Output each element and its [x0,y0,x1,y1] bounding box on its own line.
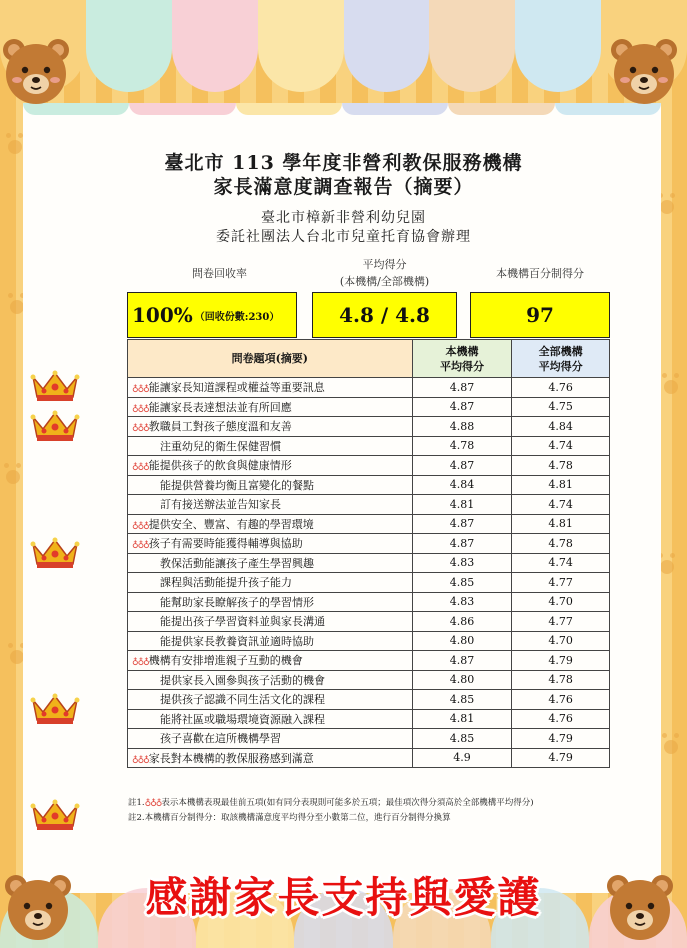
col-header-all [512,340,610,378]
question-text: 家長對本機構的教保服務感到滿意 [148,751,314,765]
self-score-cell: 4.78 [412,436,512,456]
percent-score-value: 97 [470,292,610,338]
self-score-cell: 4.87 [412,397,512,417]
question-cell [128,573,413,593]
survey-table [127,339,610,768]
note-1-prefix: 註1. [128,798,145,808]
self-score-cell: 4.85 [412,573,512,593]
question-text: 能提供家長教養資訊並適時協助 [160,634,314,648]
crown-icon [30,798,80,832]
table-row [128,651,610,671]
col-header-item: 問卷題項(摘要) [128,340,413,378]
table-row [128,436,610,456]
col-header-all-line2: 平均得分 [538,359,583,373]
table-row [128,514,610,534]
note-2: 註2.本機構百分制得分：取該機構滿意度平均得分至小數第二位，進行百分制得分換算 [128,813,451,823]
question-cell [128,456,413,476]
question-cell [128,436,413,456]
all-score-cell: 4.76 [512,378,610,398]
self-score-cell: 4.84 [412,475,512,495]
all-score-cell: 4.74 [512,436,610,456]
table-row [128,456,610,476]
paw-icon [660,560,674,574]
all-score-cell: 4.81 [512,475,610,495]
table-row [128,475,610,495]
self-score-cell: 4.85 [412,690,512,710]
col-header-self-line1: 本機構 [445,344,479,358]
top-five-marker: ♁♁♁ [132,384,149,395]
table-row [128,612,610,632]
question-text: 能提出孩子學習資料並與家長溝通 [160,615,325,629]
self-score-cell: 4.81 [412,495,512,515]
question-text: 訂有接送辦法並告知家長 [160,498,281,512]
question-cell [128,475,413,495]
question-text: 能幫助家長瞭解孩子的學習情形 [160,595,314,609]
thanks-banner: 感謝家長支持與愛護 [145,873,542,922]
response-count: （回收份數:230） [194,311,280,323]
response-rate-value: 100% [132,303,193,327]
question-cell [128,612,413,632]
table-row [128,378,610,398]
self-score-cell: 4.83 [412,553,512,573]
top-scallop-border [0,0,687,108]
question-cell [128,534,413,554]
col-header-all-line1: 全部機構 [538,344,583,358]
question-cell [128,495,413,515]
question-cell [128,690,413,710]
all-score-cell: 4.77 [512,612,610,632]
paw-icon [664,740,678,754]
table-row [128,573,610,593]
paw-icon [6,470,20,484]
top-five-marker: ♁♁♁ [144,798,162,808]
table-row [128,709,610,729]
note-1-text: 表示本機構表現最佳前五項(如有同分表現則可能多於五項；最佳項次得分須高於全部機構平均得分) [161,798,534,808]
question-cell [128,378,413,398]
all-score-cell: 4.76 [512,709,610,729]
question-cell [128,748,413,768]
all-score-cell: 4.78 [512,534,610,554]
bear-icon [0,36,72,108]
self-score-cell: 4.87 [412,456,512,476]
table-row [128,553,610,573]
table-row [128,690,610,710]
self-score-cell: 4.86 [412,612,512,632]
question-text: 課程與活動能提升孩子能力 [160,576,292,590]
question-cell [128,709,413,729]
response-rate-box [127,292,297,338]
table-row [128,592,610,612]
question-text: 提供安全、豐富、有趣的學習環境 [148,517,314,531]
all-score-cell: 4.75 [512,397,610,417]
response-rate-label: 問卷回收率 [192,267,247,280]
all-score-cell: 4.79 [512,729,610,749]
kindergarten-name: 臺北市樟新非營利幼兒園 [261,210,426,226]
all-score-cell: 4.70 [512,592,610,612]
question-text: 提供孩子認識不同生活文化的課程 [160,693,325,707]
all-score-cell: 4.84 [512,417,610,437]
all-score-cell: 4.70 [512,631,610,651]
self-score-cell: 4.88 [412,417,512,437]
col-header-self [412,340,512,378]
paw-icon [10,300,24,314]
average-score-value: 4.8 / 4.8 [312,292,457,338]
table-row [128,748,610,768]
table-row [128,495,610,515]
self-score-cell: 4.9 [412,748,512,768]
question-text: 提供家長入園參與孩子活動的機會 [160,673,325,687]
table-row [128,729,610,749]
average-score-label [312,256,457,290]
survey-table-body [128,378,610,768]
question-cell [128,417,413,437]
table-row [128,670,610,690]
self-score-cell: 4.87 [412,651,512,671]
crown-icon [30,369,80,403]
all-score-cell: 4.78 [512,670,610,690]
question-cell [128,670,413,690]
top-five-marker: ♁♁♁ [132,462,149,473]
question-text: 孩子喜歡在這所機構學習 [160,732,281,746]
crown-icon [30,409,80,443]
self-score-cell: 4.87 [412,534,512,554]
paw-icon [664,380,678,394]
self-score-cell: 4.80 [412,631,512,651]
question-text: 能提供孩子的飲食與健康情形 [148,459,292,473]
question-text: 能提供營養均衡且富變化的餐點 [160,478,314,492]
question-cell [128,514,413,534]
question-cell [128,651,413,671]
top-five-marker: ♁♁♁ [132,403,149,414]
table-row [128,397,610,417]
report-title-line1: 臺北市 113 學年度非營利教保服務機構 [164,152,523,174]
all-score-cell: 4.81 [512,514,610,534]
self-score-cell: 4.87 [412,514,512,534]
all-score-cell: 4.79 [512,748,610,768]
all-score-cell: 4.77 [512,573,610,593]
table-row [128,631,610,651]
col-header-self-line2: 平均得分 [439,359,484,373]
table-row [128,534,610,554]
crown-icon [30,536,80,570]
question-text: 孩子有需要時能獲得輔導與協助 [148,537,303,551]
top-five-marker: ♁♁♁ [132,423,149,434]
question-text: 能讓家長表達想法並有所回應 [148,400,292,414]
table-row [128,417,610,437]
paw-icon [10,650,24,664]
all-score-cell: 4.76 [512,690,610,710]
top-five-marker: ♁♁♁ [132,754,149,765]
average-score-label-line1: 平均得分 [362,258,407,271]
top-five-marker: ♁♁♁ [132,657,149,668]
bear-icon [608,36,680,108]
question-text: 教保活動能讓孩子產生學習興趣 [160,556,314,570]
crown-icon [30,692,80,726]
question-cell [128,631,413,651]
self-score-cell: 4.80 [412,670,512,690]
top-five-marker: ♁♁♁ [132,540,149,551]
self-score-cell: 4.85 [412,729,512,749]
all-score-cell: 4.79 [512,651,610,671]
all-score-cell: 4.74 [512,553,610,573]
question-text: 能將社區或職場環境資源融入課程 [160,712,325,726]
question-cell [128,592,413,612]
question-text: 能讓家長知道課程或權益等重要訊息 [148,381,325,395]
question-cell [128,553,413,573]
all-score-cell: 4.78 [512,456,610,476]
self-score-cell: 4.87 [412,378,512,398]
top-five-marker: ♁♁♁ [132,520,149,531]
note-1 [128,796,534,808]
self-score-cell: 4.81 [412,709,512,729]
average-score-label-line2: (本機構/全部機構) [339,275,430,288]
percent-score-label: 本機構百分制得分 [496,267,584,280]
question-text: 注重幼兒的衛生保健習慣 [160,439,281,453]
question-text: 教職員工對孩子態度溫和友善 [148,420,292,434]
report-title-line2: 家長滿意度調查報告（摘要） [213,176,474,198]
question-cell [128,729,413,749]
organizer-name: 委託社團法人台北市兒童托育協會辦理 [216,229,471,245]
self-score-cell: 4.83 [412,592,512,612]
question-text: 機構有安排增進親子互動的機會 [148,654,303,668]
all-score-cell: 4.74 [512,495,610,515]
question-cell [128,397,413,417]
